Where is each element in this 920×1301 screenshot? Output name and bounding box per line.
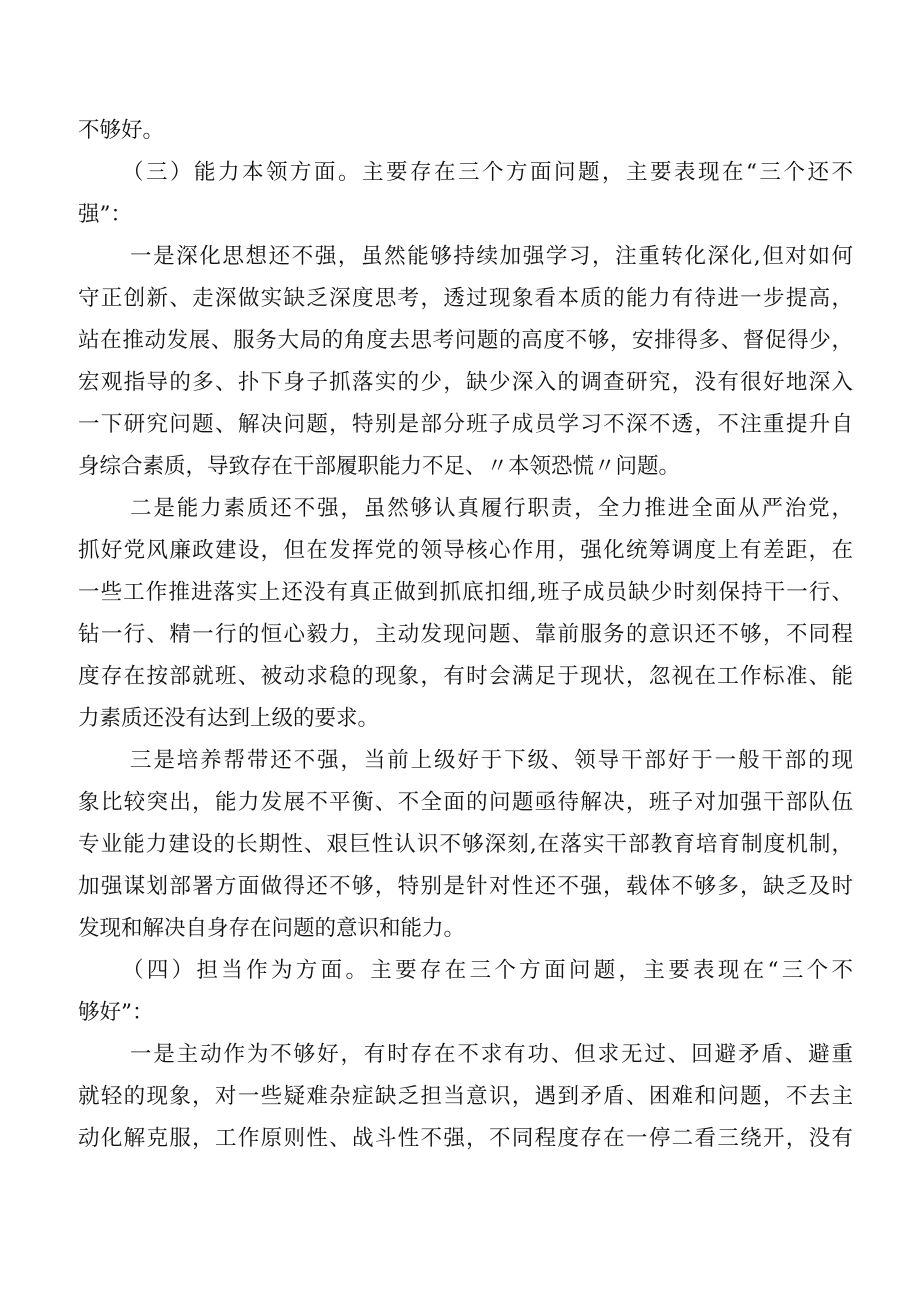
paragraph-heading: [78, 152, 853, 236]
paragraph-heading: [78, 950, 853, 1034]
paragraph-body: [78, 488, 853, 740]
paragraph-body: [78, 236, 853, 488]
text-line: 发现和解决自身存在问题的意识和能力。: [78, 916, 466, 941]
text-line: （三）能力本领方面。主要存在三个方面问题，主要表现在“三个还不: [122, 160, 853, 185]
text-line: 身综合素质，导致存在干部履职能力不足、〃本领恐慌〃问题。: [78, 454, 681, 479]
text-line: 象比较突出，能力发展不平衡、不全面的问题亟待解决，班子对加强干部队伍: [78, 790, 853, 815]
text-line: 抓好党风廉政建设，但在发挥党的领导核心作用，强化统筹调度上有差距，在: [78, 538, 853, 563]
text-line: 一些工作推进落实上还没有真正做到抓底扣细,班子成员缺少时刻保持干一行、: [78, 580, 853, 605]
text-line: 一是主动作为不够好，有时存在不求有功、但求无过、回避矛盾、避重: [130, 1042, 853, 1067]
paragraph-continuation: [78, 110, 853, 152]
text-line: 宏观指导的多、扑下身子抓落实的少，缺少深入的调查研究，没有很好地深入: [78, 370, 853, 395]
text-line: 就轻的现象，对一些疑难杂症缺乏担当意识，遇到矛盾、困难和问题，不去主: [78, 1084, 853, 1109]
text-line: 一下研究问题、解决问题，特别是部分班子成员学习不深不透，不注重提升自: [78, 412, 853, 437]
text-line: （四）担当作为方面。主要存在三个方面问题，主要表现在“三个不: [122, 958, 853, 983]
paragraph-body: [78, 740, 853, 950]
text-line: 不够好。: [78, 118, 165, 143]
text-line: 钻一行、精一行的恒心毅力，主动发现问题、靠前服务的意识还不够，不同程: [78, 622, 853, 647]
text-line: 强”：: [78, 202, 132, 227]
text-line: 度存在按部就班、被动求稳的现象，有时会满足于现状，忽视在工作标准、能: [78, 664, 853, 689]
text-line: 够好”：: [78, 1000, 154, 1025]
text-line: 一是深化思想还不强，虽然能够持续加强学习，注重转化深化,但对如何: [130, 244, 853, 269]
text-line: 加强谋划部署方面做得还不够，特别是针对性还不强，载体不够多，缺乏及时: [78, 874, 853, 899]
text-line: 力素质还没有达到上级的要求。: [78, 706, 380, 731]
text-line: 站在推动发展、服务大局的角度去思考问题的高度不够，安排得多、督促得少，: [78, 328, 853, 353]
text-line: 专业能力建设的长期性、艰巨性认识不够深刻,在落实干部教育培育制度机制，: [78, 832, 853, 857]
text-line: 守正创新、走深做实缺乏深度思考，透过现象看本质的能力有待进一步提高，: [78, 286, 853, 311]
text-line: 动化解克服，工作原则性、战斗性不强，不同程度存在一停二看三绕开，没有: [78, 1126, 853, 1151]
paragraph-body: [78, 1034, 853, 1160]
text-line: 二是能力素质还不强，虽然够认真履行职责，全力推进全面从严治党，: [130, 496, 853, 521]
text-line: 三是培养帮带还不强，当前上级好于下级、领导干部好于一般干部的现: [130, 748, 853, 773]
document-body: [78, 110, 853, 1160]
